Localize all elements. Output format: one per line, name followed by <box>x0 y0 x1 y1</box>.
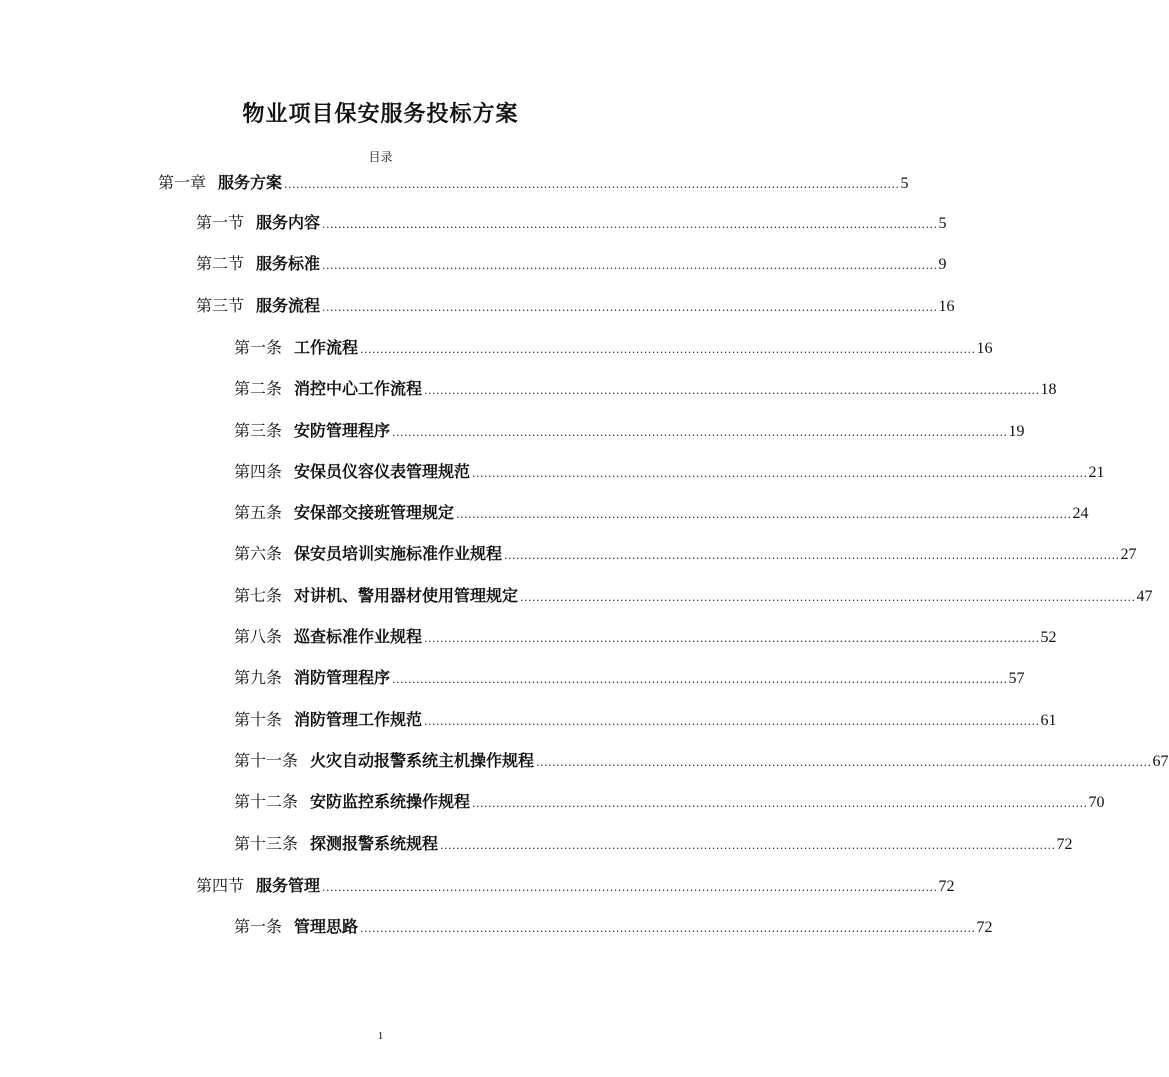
toc-entry-number: 第三节 <box>196 296 245 315</box>
toc-leader-dots: .......................................................................................................................................................... <box>504 549 1120 562</box>
toc-entry-number: 第六条 <box>234 544 283 563</box>
toc-entry-page: 27 <box>1120 546 1137 563</box>
toc-entry-label: 安保部交接班管理规定 <box>294 503 455 522</box>
toc-entry-number: 第一条 <box>234 917 283 936</box>
toc-entry-label: 消防管理工作规范 <box>294 710 423 729</box>
toc-entry-label: 消控中心工作流程 <box>294 379 423 398</box>
toc-entry-article-7[interactable] <box>234 583 1153 609</box>
toc-entry-article-11[interactable] <box>234 748 1169 774</box>
toc-entry-page: 52 <box>1040 629 1057 646</box>
toc-entry-number: 第三条 <box>234 421 283 440</box>
toc-entry-number: 第一章 <box>158 173 207 192</box>
toc-leader-dots: .......................................................................................................................................................... <box>322 881 938 894</box>
toc-entry-page: 72 <box>938 878 955 895</box>
toc-entry-label: 安保员仪容仪表管理规范 <box>294 462 471 481</box>
toc-entry-number: 第一节 <box>196 213 245 232</box>
toc-leader-dots: .......................................................................................................................................................... <box>360 922 976 935</box>
toc-entry-page: 72 <box>976 919 993 936</box>
toc-leader-dots: .......................................................................................................................................................... <box>322 218 938 231</box>
page-number: 1 <box>377 1030 384 1042</box>
toc-entry-page: 16 <box>938 298 955 315</box>
toc-entry-section-3[interactable] <box>196 293 955 319</box>
toc-entry-article-13[interactable] <box>234 831 1073 857</box>
toc-entry-page: 5 <box>900 175 909 192</box>
toc-entry-label: 服务流程 <box>256 296 321 315</box>
toc-entry-chapter-1[interactable] <box>158 170 909 196</box>
toc-entry-label: 管理思路 <box>294 917 359 936</box>
toc-entry-number: 第一条 <box>234 338 283 357</box>
toc-entry-number: 第十条 <box>234 710 283 729</box>
toc-entry-page: 47 <box>1136 588 1153 605</box>
toc-entry-label: 服务管理 <box>256 876 321 895</box>
toc-entry-page: 67 <box>1152 753 1169 770</box>
toc-entry-section-4[interactable] <box>196 873 955 899</box>
toc-leader-dots: .......................................................................................................................................................... <box>322 301 938 314</box>
toc-entry-page: 21 <box>1088 464 1105 481</box>
toc-entry-number: 第八条 <box>234 627 283 646</box>
toc-entry-page: 9 <box>938 256 947 273</box>
toc-entry-page: 57 <box>1008 670 1025 687</box>
toc-entry-number: 第四节 <box>196 876 245 895</box>
toc-entry-article-3[interactable] <box>234 418 1025 444</box>
toc-entry-label: 巡查标准作业规程 <box>294 627 423 646</box>
toc-leader-dots: .......................................................................................................................................................... <box>392 673 1008 686</box>
toc-entry-article-9[interactable] <box>234 665 1025 691</box>
toc-entry-page: 24 <box>1072 505 1089 522</box>
toc-entry-number: 第九条 <box>234 668 283 687</box>
toc-entry-article-1[interactable] <box>234 335 993 361</box>
toc-entry-article-1[interactable] <box>234 914 993 940</box>
toc-entry-number: 第二节 <box>196 254 245 273</box>
toc-entry-article-10[interactable] <box>234 707 1057 733</box>
toc-entry-page: 61 <box>1040 712 1057 729</box>
toc-leader-dots: .......................................................................................................................................................... <box>284 178 900 191</box>
toc-entry-article-5[interactable] <box>234 500 1089 526</box>
toc-leader-dots: .......................................................................................................................................................... <box>424 715 1040 728</box>
toc-entry-number: 第十二条 <box>234 792 299 811</box>
toc-entry-label: 安防监控系统操作规程 <box>310 792 471 811</box>
toc-entry-label: 工作流程 <box>294 338 359 357</box>
toc-leader-dots: .......................................................................................................................................................... <box>536 756 1152 769</box>
toc-entry-article-2[interactable] <box>234 376 1057 402</box>
toc-leader-dots: .......................................................................................................................................................... <box>472 797 1088 810</box>
toc-leader-dots: .......................................................................................................................................................... <box>472 467 1088 480</box>
toc-entry-label: 保安员培训实施标准作业规程 <box>294 544 503 563</box>
toc-entry-page: 19 <box>1008 423 1025 440</box>
toc-entry-article-12[interactable] <box>234 789 1105 815</box>
toc-entry-label: 消防管理程序 <box>294 668 391 687</box>
toc-entry-article-8[interactable] <box>234 624 1057 650</box>
toc-leader-dots: .......................................................................................................................................................... <box>456 508 1072 521</box>
toc-entry-label: 服务标准 <box>256 254 321 273</box>
toc-leader-dots: .......................................................................................................................................................... <box>392 426 1008 439</box>
toc-entry-number: 第十三条 <box>234 834 299 853</box>
toc-entry-number: 第五条 <box>234 503 283 522</box>
toc-leader-dots: .......................................................................................................................................................... <box>322 259 938 272</box>
toc-entry-label: 服务内容 <box>256 213 321 232</box>
toc-entry-number: 第四条 <box>234 462 283 481</box>
toc-entry-page: 70 <box>1088 794 1105 811</box>
toc-entry-number: 第十一条 <box>234 751 299 770</box>
toc-entry-label: 安防管理程序 <box>294 421 391 440</box>
toc-entry-number: 第二条 <box>234 379 283 398</box>
toc-entry-label: 探测报警系统规程 <box>310 834 439 853</box>
toc-entry-section-2[interactable] <box>196 251 947 277</box>
toc-leader-dots: .......................................................................................................................................................... <box>424 384 1040 397</box>
toc-entry-label: 火灾自动报警系统主机操作规程 <box>310 751 535 770</box>
toc-entry-article-6[interactable] <box>234 541 1137 567</box>
toc-entry-section-1[interactable] <box>196 210 947 236</box>
toc-entry-number: 第七条 <box>234 586 283 605</box>
toc-leader-dots: .......................................................................................................................................................... <box>440 839 1056 852</box>
toc-entry-page: 5 <box>938 215 947 232</box>
toc-leader-dots: .......................................................................................................................................................... <box>424 632 1040 645</box>
document-title: 物业项目保安服务投标方案 <box>242 101 519 127</box>
toc-leader-dots: .......................................................................................................................................................... <box>360 343 976 356</box>
toc-heading: 目录 <box>368 150 393 164</box>
toc-entry-label: 服务方案 <box>218 173 283 192</box>
toc-entry-label: 对讲机、警用器材使用管理规定 <box>294 586 519 605</box>
toc-entry-article-4[interactable] <box>234 459 1105 485</box>
toc-leader-dots: .......................................................................................................................................................... <box>520 591 1136 604</box>
toc-entry-page: 16 <box>976 340 993 357</box>
toc-entry-page: 72 <box>1056 836 1073 853</box>
toc-entry-page: 18 <box>1040 381 1057 398</box>
